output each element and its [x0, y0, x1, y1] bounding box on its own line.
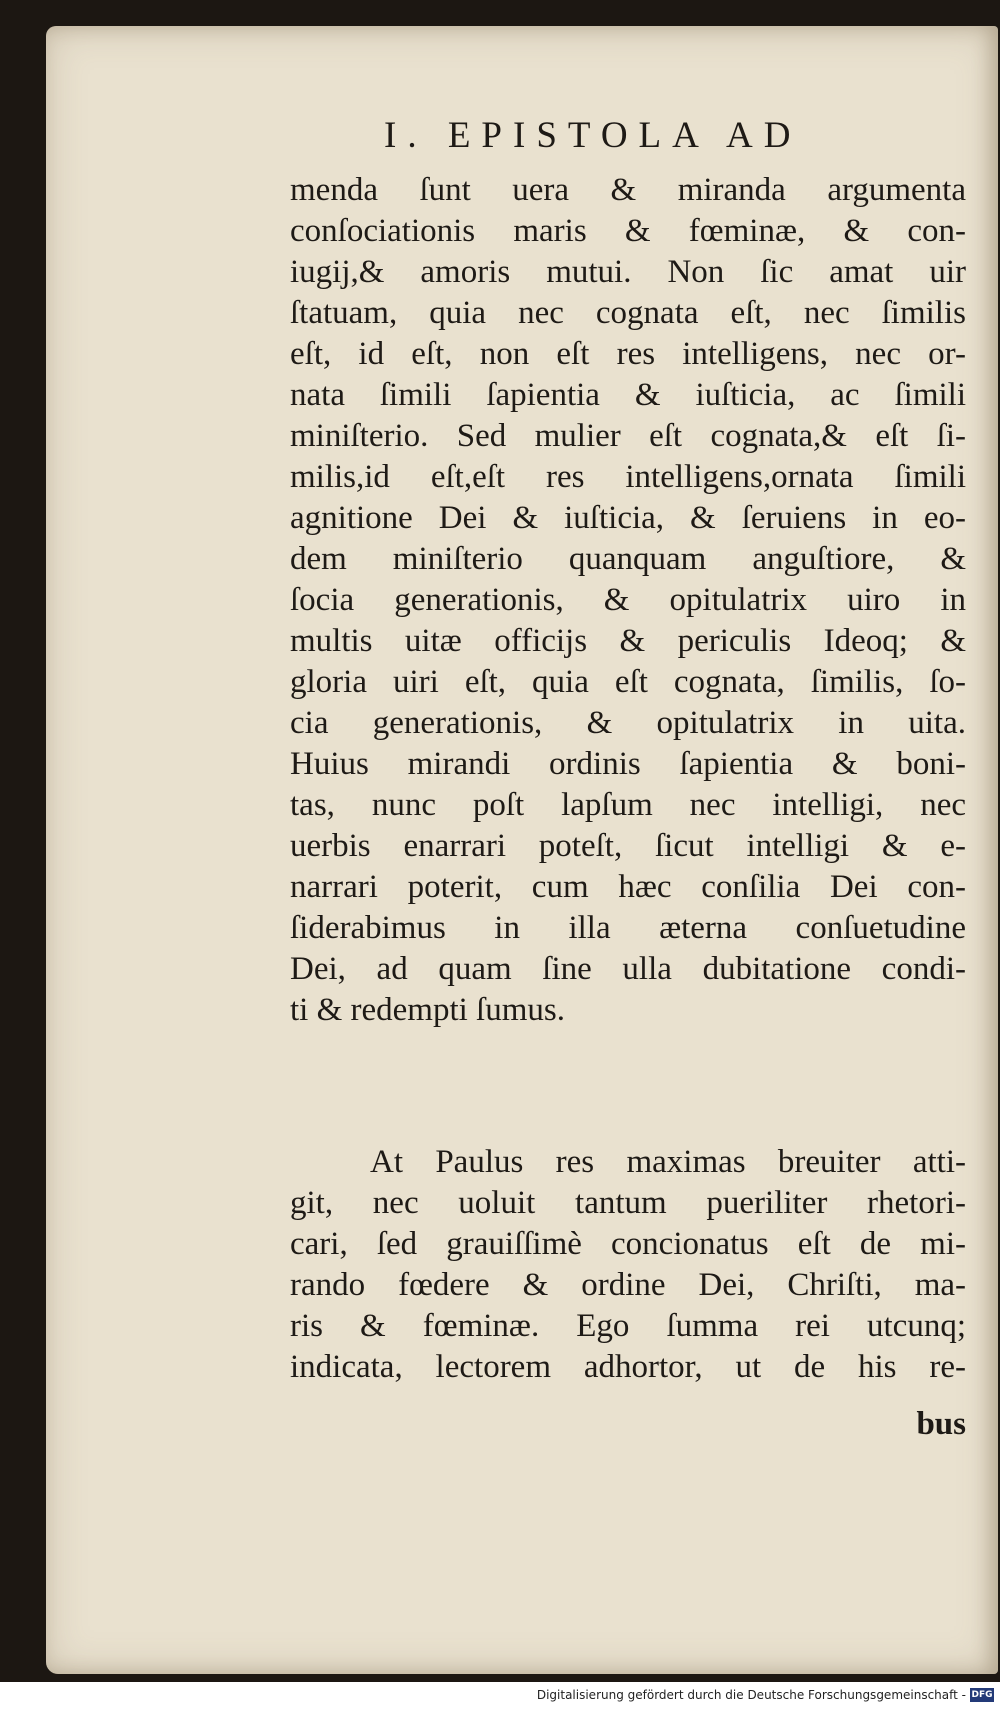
catchword: bus	[916, 1406, 966, 1442]
running-header: I. EPISTOLA AD	[384, 115, 802, 156]
text-line: tas, nunc poſt lapſum nec intelligi, nec	[290, 787, 966, 823]
text-line: ris & fœminæ. Ego ſumma rei utcunq;	[290, 1308, 966, 1344]
text-line: multis uitæ officijs & periculis Ideoq; &	[290, 623, 966, 659]
text-line: Dei, ad quam ſine ulla dubitatione condi-	[290, 951, 966, 987]
text-line: ſtatuam, quia nec cognata eſt, nec ſimilis	[290, 295, 966, 331]
text-line: ſocia generationis, & opitulatrix uiro in	[290, 582, 966, 618]
text-line: dem miniſterio quanquam anguſtiore, &	[290, 541, 966, 577]
text-line: git, nec uoluit tantum pueriliter rhetori-	[290, 1185, 966, 1221]
text-line: eſt, id eſt, non eſt res intelligens, nec or-	[290, 336, 966, 372]
text-line: ſiderabimus in illa æterna conſuetudine	[290, 910, 966, 946]
text-line: ti & redempti ſumus.	[290, 992, 565, 1028]
text-line: rando fœdere & ordine Dei, Chriſti, ma-	[290, 1267, 966, 1303]
text-line: cia generationis, & opitulatrix in uita.	[290, 705, 966, 741]
text-line: agnitione Dei & iuſticia, & ſeruiens in eo-	[290, 500, 966, 536]
text-line: nata ſimili ſapientia & iuſticia, ac ſimili	[290, 377, 966, 413]
text-line: At Paulus res maximas breuiter atti-	[370, 1144, 966, 1180]
text-line: menda ſunt uera & miranda argumenta	[290, 172, 966, 208]
footer-text: Digitalisierung gefördert durch die Deutsche Forschungsgemeinschaft -	[536, 1688, 966, 1702]
text-line: cari, ſed grauiſſimè concionatus eſt de mi-	[290, 1226, 966, 1262]
paragraph-1	[290, 170, 966, 1031]
text-line: iugij,& amoris mutui. Non ſic amat uir	[290, 254, 966, 290]
text-line: gloria uiri eſt, quia eſt cognata, ſimilis, ſo-	[290, 664, 966, 700]
text-line: Huius mirandi ordinis ſapientia & boni-	[290, 746, 966, 782]
text-line: milis,id eſt,eſt res intelligens,ornata ſimili	[290, 459, 966, 495]
paragraph-2	[290, 1142, 966, 1388]
dfg-logo-icon: DFG	[971, 1690, 993, 1700]
text-line: conſociationis maris & fœminæ, & con-	[290, 213, 966, 249]
text-line: indicata, lectorem adhortor, ut de his re-	[290, 1349, 966, 1385]
text-line: miniſterio. Sed mulier eſt cognata,& eſt ſi-	[290, 418, 966, 454]
text-line: narrari poterit, cum hæc conſilia Dei con-	[290, 869, 966, 905]
text-line: uerbis enarrari poteſt, ſicut intelligi & e-	[290, 828, 966, 864]
footer-bar	[0, 1684, 1000, 1710]
